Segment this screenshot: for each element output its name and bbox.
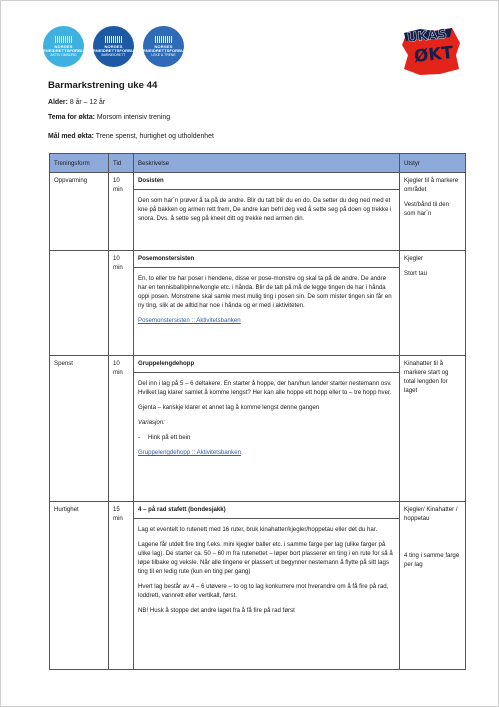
logo-mark-icon bbox=[105, 36, 123, 43]
variation-label: Variasjon: bbox=[138, 419, 165, 426]
table-row bbox=[50, 356, 466, 502]
meta-goal bbox=[48, 133, 214, 140]
cell-description bbox=[134, 173, 400, 251]
cell-form bbox=[50, 251, 109, 356]
header-tid: Tid bbox=[109, 154, 134, 173]
logo-sub: LEKE & TRENE bbox=[151, 53, 176, 57]
cell-equipment bbox=[400, 251, 466, 356]
table-header-row bbox=[50, 154, 466, 173]
cell-equipment bbox=[400, 173, 466, 251]
cell-description bbox=[134, 502, 400, 670]
meta-label: Tema for økta: bbox=[48, 114, 95, 121]
meta-label: Alder: bbox=[48, 99, 68, 106]
logo-sub: AKTIV OMSORG bbox=[50, 53, 77, 57]
cell-time: 15 min bbox=[109, 502, 134, 670]
description-text: Den som har`n prøver å ta på de andre. Blir du tatt blir du en do. Da setter du deg ned med et kne på bakken og armen rett frem, De andre kan befri deg ved å sette seg på doen og trekke i snora. Dvs. å sette seg på kneet ditt og trekke ned armen din. bbox=[138, 197, 392, 222]
equipment-item: Kjegler/ Kinahatter / hoppetau bbox=[404, 506, 458, 522]
equipment-item: Stort tau bbox=[404, 270, 428, 277]
logo-sub: BARNEIDRETT bbox=[101, 53, 126, 57]
description-text: NB! Husk å stoppe det andre laget fra å få fire på rad først bbox=[138, 607, 295, 614]
logo-name: NORGES BARNEIDRETTSFORBUND bbox=[36, 44, 91, 53]
logo-mark-icon bbox=[155, 36, 173, 43]
logo-name: NORGES BARNEIDRETTSFORBUND bbox=[136, 44, 191, 53]
logo-name: NORGES BARNEIDRETTSFORBUND bbox=[86, 44, 141, 53]
training-table bbox=[49, 153, 466, 670]
activity-title: Posemonstersisten bbox=[134, 254, 399, 268]
logo-mark-icon bbox=[55, 36, 73, 43]
description-text: Lagene får utdelt fire ting f.eks. mini kjegler baller etc. i samme farge per lag (ulike farger på ulike lag). De starter ca. 50 – 60 m fra rutenettet – løper bort plasserer en ting i en rute for så å løpe tilbake og veksle. Når alle tingene er plassert ut begynner nestemann å flytte på sitt lags ting til en ledig rute (kun en ting per gang) bbox=[138, 541, 393, 575]
equipment-item: Kjegler bbox=[404, 255, 423, 262]
activity-title: Gruppelengdehopp bbox=[134, 359, 399, 373]
bullet-text: Hink på ett bein bbox=[148, 434, 191, 441]
page-title: Barmarkstrening uke 44 bbox=[48, 80, 158, 91]
ukas-okt-badge bbox=[400, 25, 462, 77]
description-text: Hvert lag består av 4 – 6 utøvere – to og to lag konkurrere mot hverandre om å få fire på rad, loddrett, vannrett eller vertikalt, først. bbox=[138, 583, 389, 599]
bullet-dash-icon: - bbox=[138, 434, 141, 441]
equipment-item: Kinahatter til å markere start og total lengden for laget bbox=[404, 360, 449, 394]
equipment-item: 4 ting i samme farge per lag bbox=[404, 552, 460, 568]
description-text: Gjenta – kanskje klarer et annet lag å komme lengst denne gangen bbox=[138, 404, 320, 411]
activity-link[interactable]: Posemonstersisten :: Aktivitetsbanken bbox=[138, 317, 241, 324]
table-row bbox=[50, 502, 466, 670]
equipment-item: Vest/bånd til den som har`n bbox=[404, 201, 450, 217]
header-beskrivelse: Beskrivelse bbox=[134, 154, 400, 173]
meta-theme bbox=[48, 114, 170, 121]
badge-line-2: ØKT bbox=[413, 43, 455, 67]
badge-line-1: UKAS bbox=[406, 26, 448, 47]
meta-value: Morsom intensiv trening bbox=[96, 114, 171, 121]
logo-barneidrett bbox=[86, 26, 141, 67]
header-utstyr: Utstyr bbox=[400, 154, 466, 173]
cell-equipment bbox=[400, 356, 466, 502]
header-treningsform: Treningsform bbox=[50, 154, 109, 173]
logo-aktiv-omsorg bbox=[36, 26, 91, 67]
description-text: Del inn i lag på 5 – 6 deltakere. En starter å hoppe, der han/hun lander starter nestemann osv. Hvilket lag klarer samlet å komme lengst? Her kan alle hoppe ett hopp eller to – tre hopp hver. bbox=[138, 380, 392, 396]
equipment-item: Kjegler til å markere området bbox=[404, 177, 459, 193]
meta-value: 8 år – 12 år bbox=[69, 99, 106, 106]
variation-bullet bbox=[138, 433, 395, 442]
cell-time: 10 min bbox=[109, 356, 134, 502]
cell-equipment bbox=[400, 502, 466, 670]
cell-form: Oppvarming bbox=[50, 173, 109, 251]
description-text: Lag et eventelt to rutenett med 16 ruter, bruk kinahatter/kjegler/hoppetau eller det du har. bbox=[138, 526, 378, 533]
cell-form: Spenst bbox=[50, 356, 109, 502]
description-text: En, to eller tre har poser i hendene, disse er pose-monstre og skal ta på de andre. De andre har en tennisball/pinne/kongle etc. i hånda. Blir de tatt på må de legge tingen de har i hånda oppi posen. Monstrene skal samle mest mulig ting i posen sin. De som mister tingen sin får en ny ting, slik at de alltid har noe i hånda og er med i aktiviteten. bbox=[138, 275, 392, 309]
activity-title: Dosisten bbox=[134, 176, 399, 190]
cell-time: 10 min bbox=[109, 251, 134, 356]
table-row bbox=[50, 173, 466, 251]
activity-title: 4 – på rad stafett (bondesjakk) bbox=[134, 505, 399, 519]
meta-label: Mål med økta: bbox=[48, 133, 94, 140]
meta-value: Trene spenst, hurtighet og utholdenhet bbox=[95, 133, 214, 140]
activity-link[interactable]: Gruppelengdehopp :: Aktivitetsbanken bbox=[138, 449, 241, 456]
cell-form: Hurtighet bbox=[50, 502, 109, 670]
cell-description bbox=[134, 356, 400, 502]
cell-time: 10 min bbox=[109, 173, 134, 251]
meta-age bbox=[48, 99, 105, 106]
logo-leke-trene bbox=[136, 26, 191, 67]
cell-description bbox=[134, 251, 400, 356]
table-row bbox=[50, 251, 466, 356]
logo-group bbox=[36, 26, 191, 67]
